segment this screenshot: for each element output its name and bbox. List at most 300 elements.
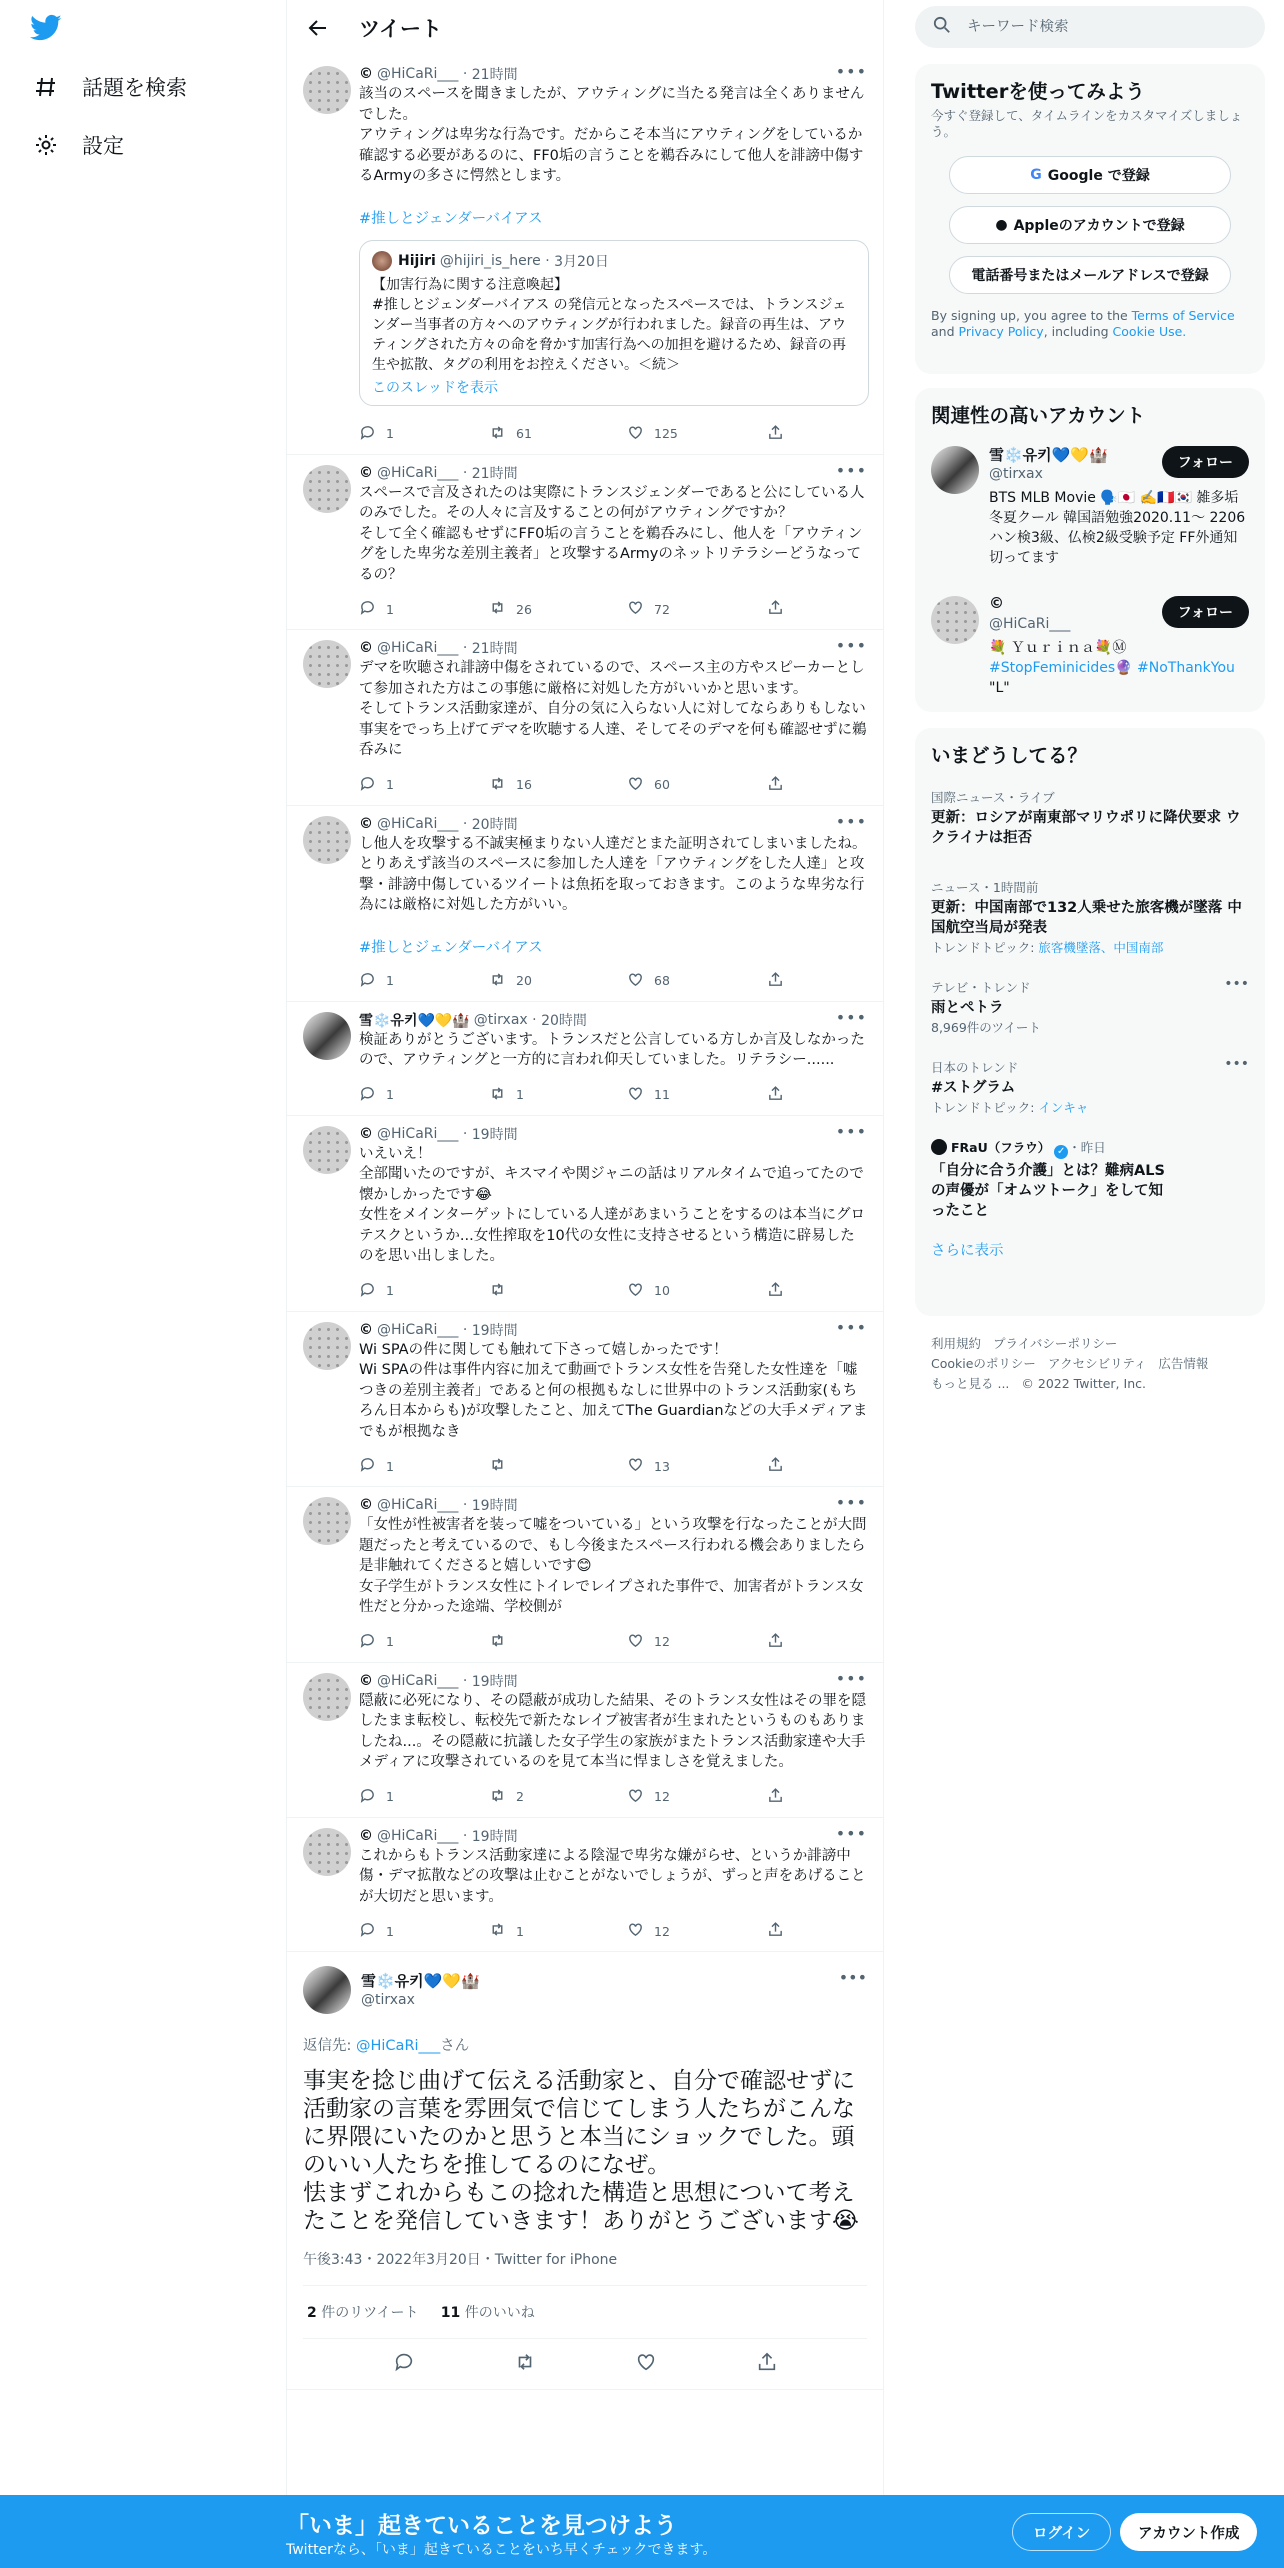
share-button[interactable] [767, 1921, 794, 1941]
tweet-header [359, 1007, 869, 1030]
reply-suffix: さん [440, 2038, 470, 2054]
like-button[interactable] [627, 1632, 767, 1652]
reply-icon [359, 599, 386, 619]
retweet-count: 20 [516, 973, 532, 988]
reply-button[interactable] [359, 1921, 489, 1941]
apple-signup-label: Appleのアカウントで登録 [1013, 218, 1185, 234]
author-handle[interactable]: @HiCaRi___ [377, 1321, 459, 1338]
separator: · [458, 66, 472, 82]
privacy-link[interactable]: Privacy Policy [958, 324, 1044, 339]
tweet-actions [359, 1446, 869, 1486]
like-count[interactable]: 11 [440, 2305, 461, 2321]
nav-explore[interactable] [32, 67, 187, 107]
search-icon [933, 16, 951, 38]
trend-title: #ストグラム [931, 1080, 1016, 1096]
trend-meta-label: トレンドトピック: [931, 940, 1039, 955]
focus-actions [303, 2339, 867, 2389]
share-button[interactable] [767, 599, 794, 619]
verified-icon: ✓ [1054, 1145, 1068, 1159]
more-options-icon[interactable]: ••• [835, 62, 867, 81]
reply-icon [359, 424, 386, 444]
footer-link[interactable]: プライバシーポリシー [993, 1336, 1118, 1351]
bottom-bar-subtitle: Twitterなら、「いま」起きていることをいち早くチェックできます。 [286, 2542, 717, 2558]
tweet-header [359, 811, 869, 834]
account-name[interactable]: © [989, 594, 1004, 612]
separator: · [458, 1497, 472, 1513]
author-name[interactable]: © [359, 1497, 373, 1513]
google-signup-button[interactable] [949, 156, 1231, 194]
tweet-timestamp[interactable]: 午後3:43・2022年3月20日・Twitter for iPhone [303, 2249, 867, 2286]
signup-subtitle: 今すぐ登録して、タイムラインをカスタマイズしましょう。 [931, 108, 1243, 139]
reply-icon [359, 1921, 386, 1941]
avatar[interactable] [303, 640, 351, 688]
trend-item[interactable] [915, 1046, 1265, 1116]
hashtag-link[interactable]: #推しとジェンダーバイアス [359, 939, 543, 956]
tweet-actions [359, 961, 869, 1001]
retweet-count: 1 [516, 1087, 524, 1102]
retweet-icon [489, 424, 516, 444]
tweet-text: Wi SPAの件に関しても触れて下さって嬉しかったです！ Wi SPAの件は事件内容に加えて動画でトランス女性を告発した女性達を「嘘つきの差別主義者」であると何の根拠もなしに世界中のトランス活動家(もちろん日本からも)が攻撃したこと、加えてThe Guardianなどの大手メディアまでもが根拠なき [359, 1341, 868, 1440]
share-icon [767, 971, 794, 991]
retweet-count: 1 [516, 1923, 524, 1939]
nav-settings[interactable] [32, 125, 124, 165]
author-handle[interactable]: @HiCaRi___ [377, 464, 459, 481]
avatar [372, 251, 392, 271]
like-count: 60 [654, 777, 670, 792]
trend-topic-link[interactable]: インキャ [1038, 1100, 1089, 1115]
reply-to-link[interactable]: @HiCaRi___ [356, 2038, 441, 2054]
like-icon [627, 599, 654, 619]
avatar[interactable] [303, 1126, 351, 1174]
like-count: 72 [654, 601, 670, 617]
reply-button[interactable] [359, 1632, 489, 1652]
source-avatar [931, 1139, 947, 1155]
tweet-time[interactable]: 19時間 [471, 1828, 518, 1845]
author-handle[interactable]: @HiCaRi___ [377, 1497, 459, 1513]
avatar[interactable] [303, 66, 351, 114]
reply-icon [359, 971, 386, 991]
google-icon: G [1030, 167, 1042, 183]
share-button[interactable] [767, 1787, 794, 1807]
show-thread-link[interactable]: このスレッドを表示 [372, 379, 498, 396]
reply-icon [359, 1632, 386, 1652]
retweet-label[interactable]: 件のリツイート [316, 2305, 419, 2321]
share-icon [767, 1281, 794, 1301]
cookie-link[interactable]: Cookie Use. [1112, 324, 1187, 339]
tweet-header [359, 460, 869, 483]
copyright: © 2022 Twitter, Inc. [1021, 1376, 1146, 1391]
retweet-button[interactable] [489, 1085, 627, 1105]
apple-icon: ● [995, 217, 1008, 233]
retweet-icon [489, 1456, 516, 1476]
author-handle[interactable]: @HiCaRi___ [377, 815, 459, 832]
avatar[interactable] [303, 1828, 351, 1876]
quoted-tweet[interactable] [359, 240, 869, 406]
gear-icon [32, 131, 60, 159]
author-name[interactable]: © [359, 640, 373, 656]
retweet-count[interactable]: 2 [307, 2305, 317, 2321]
source-name: FRaU（フラウ） [951, 1140, 1051, 1155]
thread-tweet[interactable] [287, 56, 883, 455]
share-icon [767, 1787, 794, 1807]
signup-button[interactable]: アカウント作成 [1120, 2513, 1257, 2551]
login-button[interactable]: ログイン [1012, 2513, 1111, 2551]
tweet-time[interactable]: 19時間 [471, 1673, 518, 1690]
author-name[interactable]: © [359, 815, 373, 832]
tweet-text: 検証ありがとうございます。トランスだと公言している方しか言及しなかったので、アウティングと一方的に言われ仰天していました。リテラシー...... [359, 1031, 865, 1068]
more-options-icon[interactable]: ••• [835, 1668, 867, 1688]
avatar[interactable] [303, 465, 351, 513]
author-name[interactable]: © [359, 464, 373, 481]
like-icon [627, 971, 654, 991]
tweet-header [359, 1823, 869, 1846]
account-bio: BTS MLB Movie 🗣️🇯🇵 ✍️🇫🇷🇰🇷 雑多垢 冬夏クール 韓国語勉強2020.11〜 2206ハン検3級、仏検2級受験予定 FF外通知切ってます [989, 490, 1246, 566]
tweet-actions [359, 1777, 869, 1817]
footer-link[interactable]: 広告情報 [1158, 1356, 1209, 1371]
reply-count: 1 [386, 601, 394, 617]
share-button[interactable] [767, 1456, 794, 1476]
account-handle[interactable]: @HiCaRi___ [989, 616, 1071, 632]
separator: · [527, 1011, 542, 1028]
like-icon[interactable] [635, 2351, 657, 2377]
share-icon [767, 599, 794, 619]
retweet-icon [489, 775, 516, 795]
like-button[interactable] [627, 599, 767, 619]
tweet-header [359, 1495, 869, 1515]
like-button[interactable] [627, 971, 767, 991]
tweet-text: し他人を攻撃する不誠実極まりない人達だとまた証明されてしまいましたね。とりあえず該当のスペースに参加した人達を「アウティングをした人達」と攻撃・誹謗中傷しているツイートは魚拓を取っておきます。このような卑劣な行為には厳格に対処した方がいい。 [359, 835, 867, 913]
trend-title: 更新：中国南部で132人乗せた旅客機が墜落 中国航空当局が発表 [931, 900, 1242, 936]
trend-meta-label: トレンドトピック: [931, 1100, 1039, 1115]
search-input[interactable] [967, 19, 1227, 35]
reply-button[interactable] [359, 1085, 489, 1105]
separator: · [458, 1827, 472, 1844]
author-name[interactable]: 雪❄️유키💙💛🏰 [359, 1012, 470, 1029]
footer [931, 1334, 1251, 1394]
trend-title: 「自分に合う介護」とは？難病ALSの声優が「オムツトーク」をして知ったこと [931, 1163, 1165, 1219]
share-button[interactable] [767, 971, 794, 991]
avatar[interactable] [303, 1673, 351, 1721]
thread-tweet[interactable] [287, 1312, 883, 1488]
author-handle[interactable]: @HiCaRi___ [377, 1827, 459, 1844]
reply-icon [359, 1787, 386, 1807]
account-row[interactable] [915, 584, 1265, 704]
avatar[interactable] [303, 1012, 351, 1060]
like-icon [627, 1085, 654, 1105]
author-handle[interactable]: @HiCaRi___ [377, 1125, 459, 1142]
tweet-header [359, 64, 869, 84]
share-button[interactable] [767, 775, 794, 795]
like-count: 12 [654, 1923, 670, 1939]
follow-button[interactable]: フォロー [1162, 446, 1249, 478]
retweet-count: 2 [516, 1789, 524, 1804]
tweet-stats [303, 2286, 867, 2339]
bio-hashtag[interactable]: #NoThankYou [1137, 660, 1235, 676]
more-options-icon[interactable]: ••• [835, 1007, 867, 1027]
author-handle[interactable]: @HiCaRi___ [377, 640, 459, 656]
tweet-actions [359, 1271, 869, 1311]
focus-tweet [287, 1952, 883, 2390]
account-handle[interactable]: @tirxax [989, 466, 1043, 482]
share-icon [767, 775, 794, 795]
tweet-actions [359, 1622, 869, 1662]
like-icon [627, 1281, 654, 1301]
hashtag-link[interactable]: #推しとジェンダーバイアス [359, 210, 543, 227]
reply-count: 1 [386, 1283, 394, 1298]
avatar[interactable] [931, 596, 979, 644]
like-count: 12 [654, 1634, 670, 1649]
thread-tweet[interactable] [287, 1116, 883, 1312]
like-button[interactable] [627, 1281, 767, 1301]
reply-button[interactable] [359, 599, 489, 619]
footer-link[interactable]: Cookieのポリシー [931, 1356, 1036, 1371]
tweet-text: デマを吹聴され誹謗中傷をされているので、スペース主の方やスピーカーとして参加された方はこの事態に厳格に対処した方がいいかと思います。 そしてトランス活動家達が、自分の気に入らない人に対してならありもしない事実をでっち上げてデマを吹聴する人達、そしてそのデマを何も確認せずに鵜呑みに [359, 660, 867, 758]
more-options-icon[interactable]: ••• [835, 1823, 867, 1843]
twitter-logo-icon[interactable] [30, 14, 66, 44]
share-icon [767, 424, 794, 444]
share-icon [767, 1456, 794, 1476]
like-button[interactable] [627, 775, 767, 795]
reply-button[interactable] [359, 971, 489, 991]
trend-topic-link[interactable]: 旅客機墜落、中国南部 [1038, 940, 1164, 955]
separator: · [458, 1125, 472, 1142]
separator: · [458, 640, 472, 656]
bottom-signup-bar [0, 2495, 1284, 2568]
trend-category: 日本のトレンド [931, 1060, 1019, 1075]
retweet-button[interactable] [489, 1921, 627, 1941]
avatar[interactable] [303, 1966, 351, 2014]
bio-text: "L" [989, 680, 1010, 696]
footer-link[interactable]: 利用規約 [931, 1336, 982, 1351]
like-icon [627, 424, 654, 444]
like-label[interactable]: 件のいいね [460, 2305, 535, 2321]
tweet-text: いえいえ！ 全部聞いたのですが、キスマイや関ジャニの話はリアルタイムで追ってたので懐かしかったです😂 女性をメインターゲットにしている人達があまいうことをするのは本当にグロテスクというか...女性搾取を10代の女性に支持させるという構造に辟易したのを思い出しました。 [359, 1145, 866, 1264]
reply-button[interactable] [359, 775, 489, 795]
terms-link[interactable]: Terms of Service [1131, 308, 1235, 323]
tweet-time[interactable]: 21時間 [471, 641, 518, 657]
author-name[interactable]: © [359, 66, 373, 82]
like-icon [627, 1787, 654, 1807]
more-options-icon[interactable]: ••• [835, 1317, 867, 1337]
retweet-button[interactable] [489, 775, 627, 795]
trend-item[interactable] [915, 866, 1265, 956]
reply-count: 1 [386, 1458, 394, 1474]
like-count: 11 [654, 1087, 670, 1102]
more-options-icon[interactable]: ••• [835, 460, 867, 480]
footer-link[interactable]: もっと見る ... [931, 1376, 1010, 1391]
tweet-header [359, 638, 869, 658]
tweet-text: 「女性が性被害者を装って嘘をついている」という攻撃を行なったことが大問題だったと考えているので、もし今後またスペース行われる機会ありましたら是非触れてくださると嬉しいです😊 女子学生がトランス女性にトイレでレイプされた事件で、加害者がトランス女性だと分かった途端、学校側が [359, 1517, 867, 1615]
author-handle[interactable]: @HiCaRi___ [377, 1672, 459, 1689]
retweet-button[interactable] [489, 971, 627, 991]
reply-count: 1 [386, 1923, 394, 1939]
author-name[interactable]: © [359, 1125, 373, 1142]
author-name[interactable]: © [359, 1827, 373, 1844]
tweet-header [359, 1668, 869, 1691]
account-bio [989, 638, 1251, 698]
avatar[interactable] [303, 1497, 351, 1545]
retweet-icon [489, 1632, 516, 1652]
source-time: ・昨日 [1068, 1140, 1106, 1155]
reply-count: 1 [386, 426, 394, 441]
retweet-button[interactable] [489, 1281, 627, 1301]
tweet-time[interactable]: 19時間 [471, 1126, 518, 1143]
signup-legal [915, 294, 1265, 340]
retweet-button[interactable] [489, 1787, 627, 1807]
reply-count: 1 [386, 777, 394, 792]
tweet-time[interactable]: 21時間 [471, 67, 518, 83]
retweet-icon [489, 1921, 516, 1941]
thread-tweet[interactable] [287, 1663, 883, 1818]
author-handle[interactable]: @HiCaRi___ [377, 66, 459, 82]
author-name[interactable]: © [359, 1672, 373, 1689]
footer-link[interactable]: アクセシビリティ [1047, 1356, 1147, 1371]
search-bar[interactable] [915, 6, 1265, 48]
trend-category: 国際ニュース・ライブ [931, 790, 1055, 805]
thread [287, 56, 883, 1952]
tweet-actions [359, 1911, 869, 1951]
separator: · [458, 1321, 472, 1338]
thread-tweet[interactable] [287, 806, 883, 1002]
reply-icon [359, 775, 386, 795]
tweet-actions [359, 1075, 869, 1115]
bio-hashtag[interactable]: #StopFeminicides [989, 660, 1116, 676]
retweet-icon [489, 599, 516, 619]
tweet-actions [359, 414, 869, 454]
focus-tweet-text: 事実を捻じ曲げて伝える活動家と、自分で確認せずに活動家の言葉を雰囲気で信じてしまう人たちがこんなに界隈にいたのかと思うと本当にショックでした。頭のいい人たちを推してるのになぜ。 怯まずこれからもこの捻れた構造と思想について考えたことを発信していきます！ありがとうございます😭 [303, 2068, 859, 2234]
author-handle[interactable]: @tirxax [361, 1992, 415, 2008]
thread-tweet[interactable] [287, 630, 883, 806]
avatar[interactable] [303, 816, 351, 864]
trend-item[interactable] [915, 776, 1265, 848]
nav-explore-label: 話題を検索 [82, 76, 187, 100]
thread-tweet[interactable] [287, 455, 883, 631]
reply-prefix: 返信先: [303, 2038, 356, 2054]
retweet-count: 61 [516, 426, 532, 441]
share-button[interactable] [767, 1085, 794, 1105]
like-button[interactable] [627, 1787, 767, 1807]
more-options-icon[interactable]: ••• [1224, 1056, 1249, 1072]
follow-button[interactable]: フォロー [1162, 596, 1249, 628]
phone-signup-button[interactable] [949, 256, 1231, 294]
trend-source [931, 1138, 1249, 1159]
like-count: 10 [654, 1283, 670, 1298]
main-column [286, 0, 884, 2568]
reply-to-line [303, 2034, 867, 2055]
legal-text: By signing up, you agree to the [931, 308, 1132, 323]
trend-item[interactable] [915, 966, 1265, 1036]
share-icon[interactable] [756, 2351, 778, 2377]
more-options-icon[interactable]: ••• [835, 636, 867, 655]
tweet-header [359, 1121, 869, 1144]
quote-date: 3月20日 [554, 253, 609, 270]
avatar[interactable] [931, 446, 979, 494]
avatar[interactable] [303, 1322, 351, 1370]
tweet-time[interactable]: 20時間 [471, 816, 518, 833]
reply-icon[interactable] [393, 2351, 415, 2377]
relevant-accounts-card [915, 388, 1265, 712]
retweet-count: 26 [516, 601, 532, 617]
show-more-link[interactable]: さらに表示 [931, 1243, 1004, 1259]
like-count: 12 [654, 1789, 670, 1804]
separator: · [458, 464, 472, 481]
tweet-time[interactable]: 21時間 [471, 465, 518, 482]
share-button[interactable] [767, 1281, 794, 1301]
like-button[interactable] [627, 1456, 767, 1476]
reply-button[interactable] [359, 1456, 489, 1476]
tweet-text: これからもトランス活動家達による陰湿で卑劣な嫌がらせ、というか誹謗中傷・デマ拡散などの攻撃は止むことがないでしょうが、ずっと声をあげることが大切だと思います。 [359, 1847, 866, 1905]
retweet-button[interactable] [489, 1456, 627, 1476]
retweet-icon [489, 1085, 516, 1105]
thread-tweet[interactable] [287, 1002, 883, 1116]
more-options-icon[interactable]: ••• [835, 1121, 867, 1141]
tweet-time[interactable]: 20時間 [541, 1012, 587, 1029]
quote-author-name: Hijiri [398, 252, 436, 269]
tweet-time[interactable]: 19時間 [471, 1498, 518, 1514]
reply-icon [359, 1085, 386, 1105]
retweet-button[interactable] [489, 424, 627, 444]
share-button[interactable] [767, 424, 794, 444]
focus-tweet-header [303, 1966, 867, 2026]
author-name[interactable]: 雪❄️유키💙💛🏰 [361, 1972, 480, 1990]
trend-meta [931, 940, 1249, 956]
like-count: 13 [654, 1458, 670, 1474]
more-options-icon[interactable]: ••• [835, 811, 867, 831]
tweet-text: 該当のスペースを聞きましたが、アウティングに当たる発言は全くありませんでした。 アウティングは卑劣な行為です。だからこそ本当にアウティングをしているか確認する必要があるのに、FF0垢の言うことを鵜呑みにして他人を誹謗中傷するArmyの多さに愕然とします。 [359, 86, 865, 184]
reply-button[interactable] [359, 1787, 489, 1807]
like-button[interactable] [627, 1921, 767, 1941]
more-options-icon[interactable]: ••• [835, 1493, 867, 1512]
retweet-button[interactable] [489, 1632, 627, 1652]
trends-card [915, 728, 1265, 1316]
share-button[interactable] [767, 1632, 794, 1652]
like-button[interactable] [627, 424, 767, 444]
google-signup-label: Google で登録 [1047, 168, 1150, 184]
more-options-icon[interactable]: ••• [838, 1968, 867, 1987]
page-title: ツイート [359, 17, 442, 41]
retweet-icon [489, 1281, 516, 1301]
relevant-title: 関連性の高いアカウント [931, 404, 1146, 427]
trend-meta [931, 1100, 1249, 1116]
apple-signup-button[interactable] [949, 206, 1231, 244]
retweet-icon[interactable] [514, 2351, 536, 2377]
account-row[interactable] [915, 434, 1265, 584]
reply-button[interactable] [359, 1281, 489, 1301]
reply-button[interactable] [359, 424, 489, 444]
author-handle[interactable]: @tirxax [473, 1011, 528, 1028]
legal-text: and [931, 324, 959, 339]
thread-tweet[interactable] [287, 1818, 883, 1953]
header [287, 0, 883, 56]
tweet-time[interactable]: 19時間 [471, 1322, 518, 1339]
author-name[interactable]: © [359, 1321, 373, 1338]
thread-tweet[interactable] [287, 1487, 883, 1663]
left-nav [0, 0, 286, 2568]
trend-item[interactable] [915, 1126, 1265, 1221]
like-icon [627, 775, 654, 795]
more-options-icon[interactable]: ••• [1224, 976, 1249, 992]
retweet-icon [489, 971, 516, 991]
like-button[interactable] [627, 1085, 767, 1105]
tweet-text: スペースで言及されたのは実際にトランスジェンダーであると公にしている人のみでした。その人々に言及することの何がアウティングですか？ そして全く確認もせずにFF0垢の言うことを鵜呑みにし、他人を「アウティングをした卑劣な差別主義者」と攻撃するArmyのネットリテラシーどうなってるの？ [359, 484, 865, 583]
account-name[interactable]: 雪❄️유키💙💛🏰 [989, 446, 1108, 464]
back-arrow-icon[interactable] [301, 11, 335, 45]
trend-title: 更新：ロシアが南東部マリウポリに降伏要求 ウクライナは拒否 [931, 810, 1241, 846]
retweet-button[interactable] [489, 599, 627, 619]
bio-text: 🔮 [1115, 660, 1133, 676]
reply-count: 1 [386, 973, 394, 988]
like-icon [627, 1632, 654, 1652]
